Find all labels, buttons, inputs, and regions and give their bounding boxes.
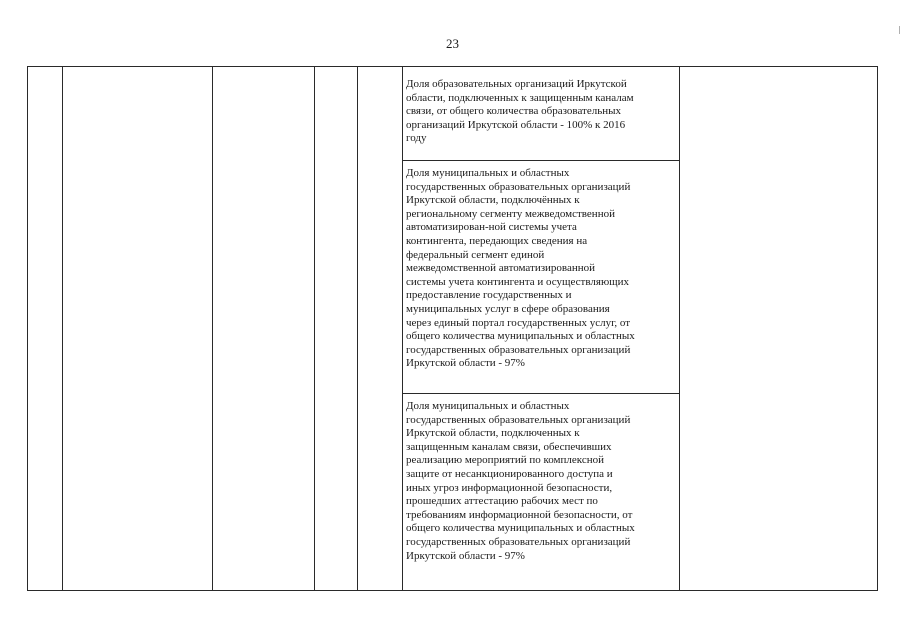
page-number: 23 [446, 36, 459, 51]
scan-edge-mark [899, 26, 900, 34]
indicator-cell-3: Доля муниципальных и областных государственных образовательных организаций Иркутской области, подключенных к защищенным каналам связи, обеспечивших реализацию мероприятий по комплексной защите от несанкционированного доступа и иных угроз информационной безопасности, прошедших аттестацию рабочих мест по требованиям информационной безопасности, от общего количества муниципальных и областных государственных образовательных организаций Иркутской области - 97% [406, 400, 635, 562]
indicator-cell-1: Доля образовательных организаций Иркутской области, подключенных к защищенным каналам связи, от общего количества образовательных организаций Иркутской области - 100% к 2016 году [406, 78, 634, 145]
row-divider-2 [402, 393, 679, 394]
column-divider-3 [314, 66, 315, 591]
column-divider-2 [212, 66, 213, 591]
column-divider-6 [679, 66, 680, 591]
column-divider-1 [62, 66, 63, 591]
indicator-cell-2: Доля муниципальных и областных государственных образовательных организаций Иркутской области, подключённых к региональному сегменту межведомственной автоматизирован-ной системы учета контингента, передающих сведения на федеральный сегмент единой межведомственной автоматизированной системы учета контингента и осуществляющих предоставление государственных и муниципальных услуг в сфере образования через единый портал государственных услуг, от общего количества муниципальных и областных государственных образовательных организаций Иркутской области - 97% [406, 167, 635, 370]
column-divider-4 [357, 66, 358, 591]
column-divider-5 [402, 66, 403, 591]
row-divider-1 [402, 160, 679, 161]
